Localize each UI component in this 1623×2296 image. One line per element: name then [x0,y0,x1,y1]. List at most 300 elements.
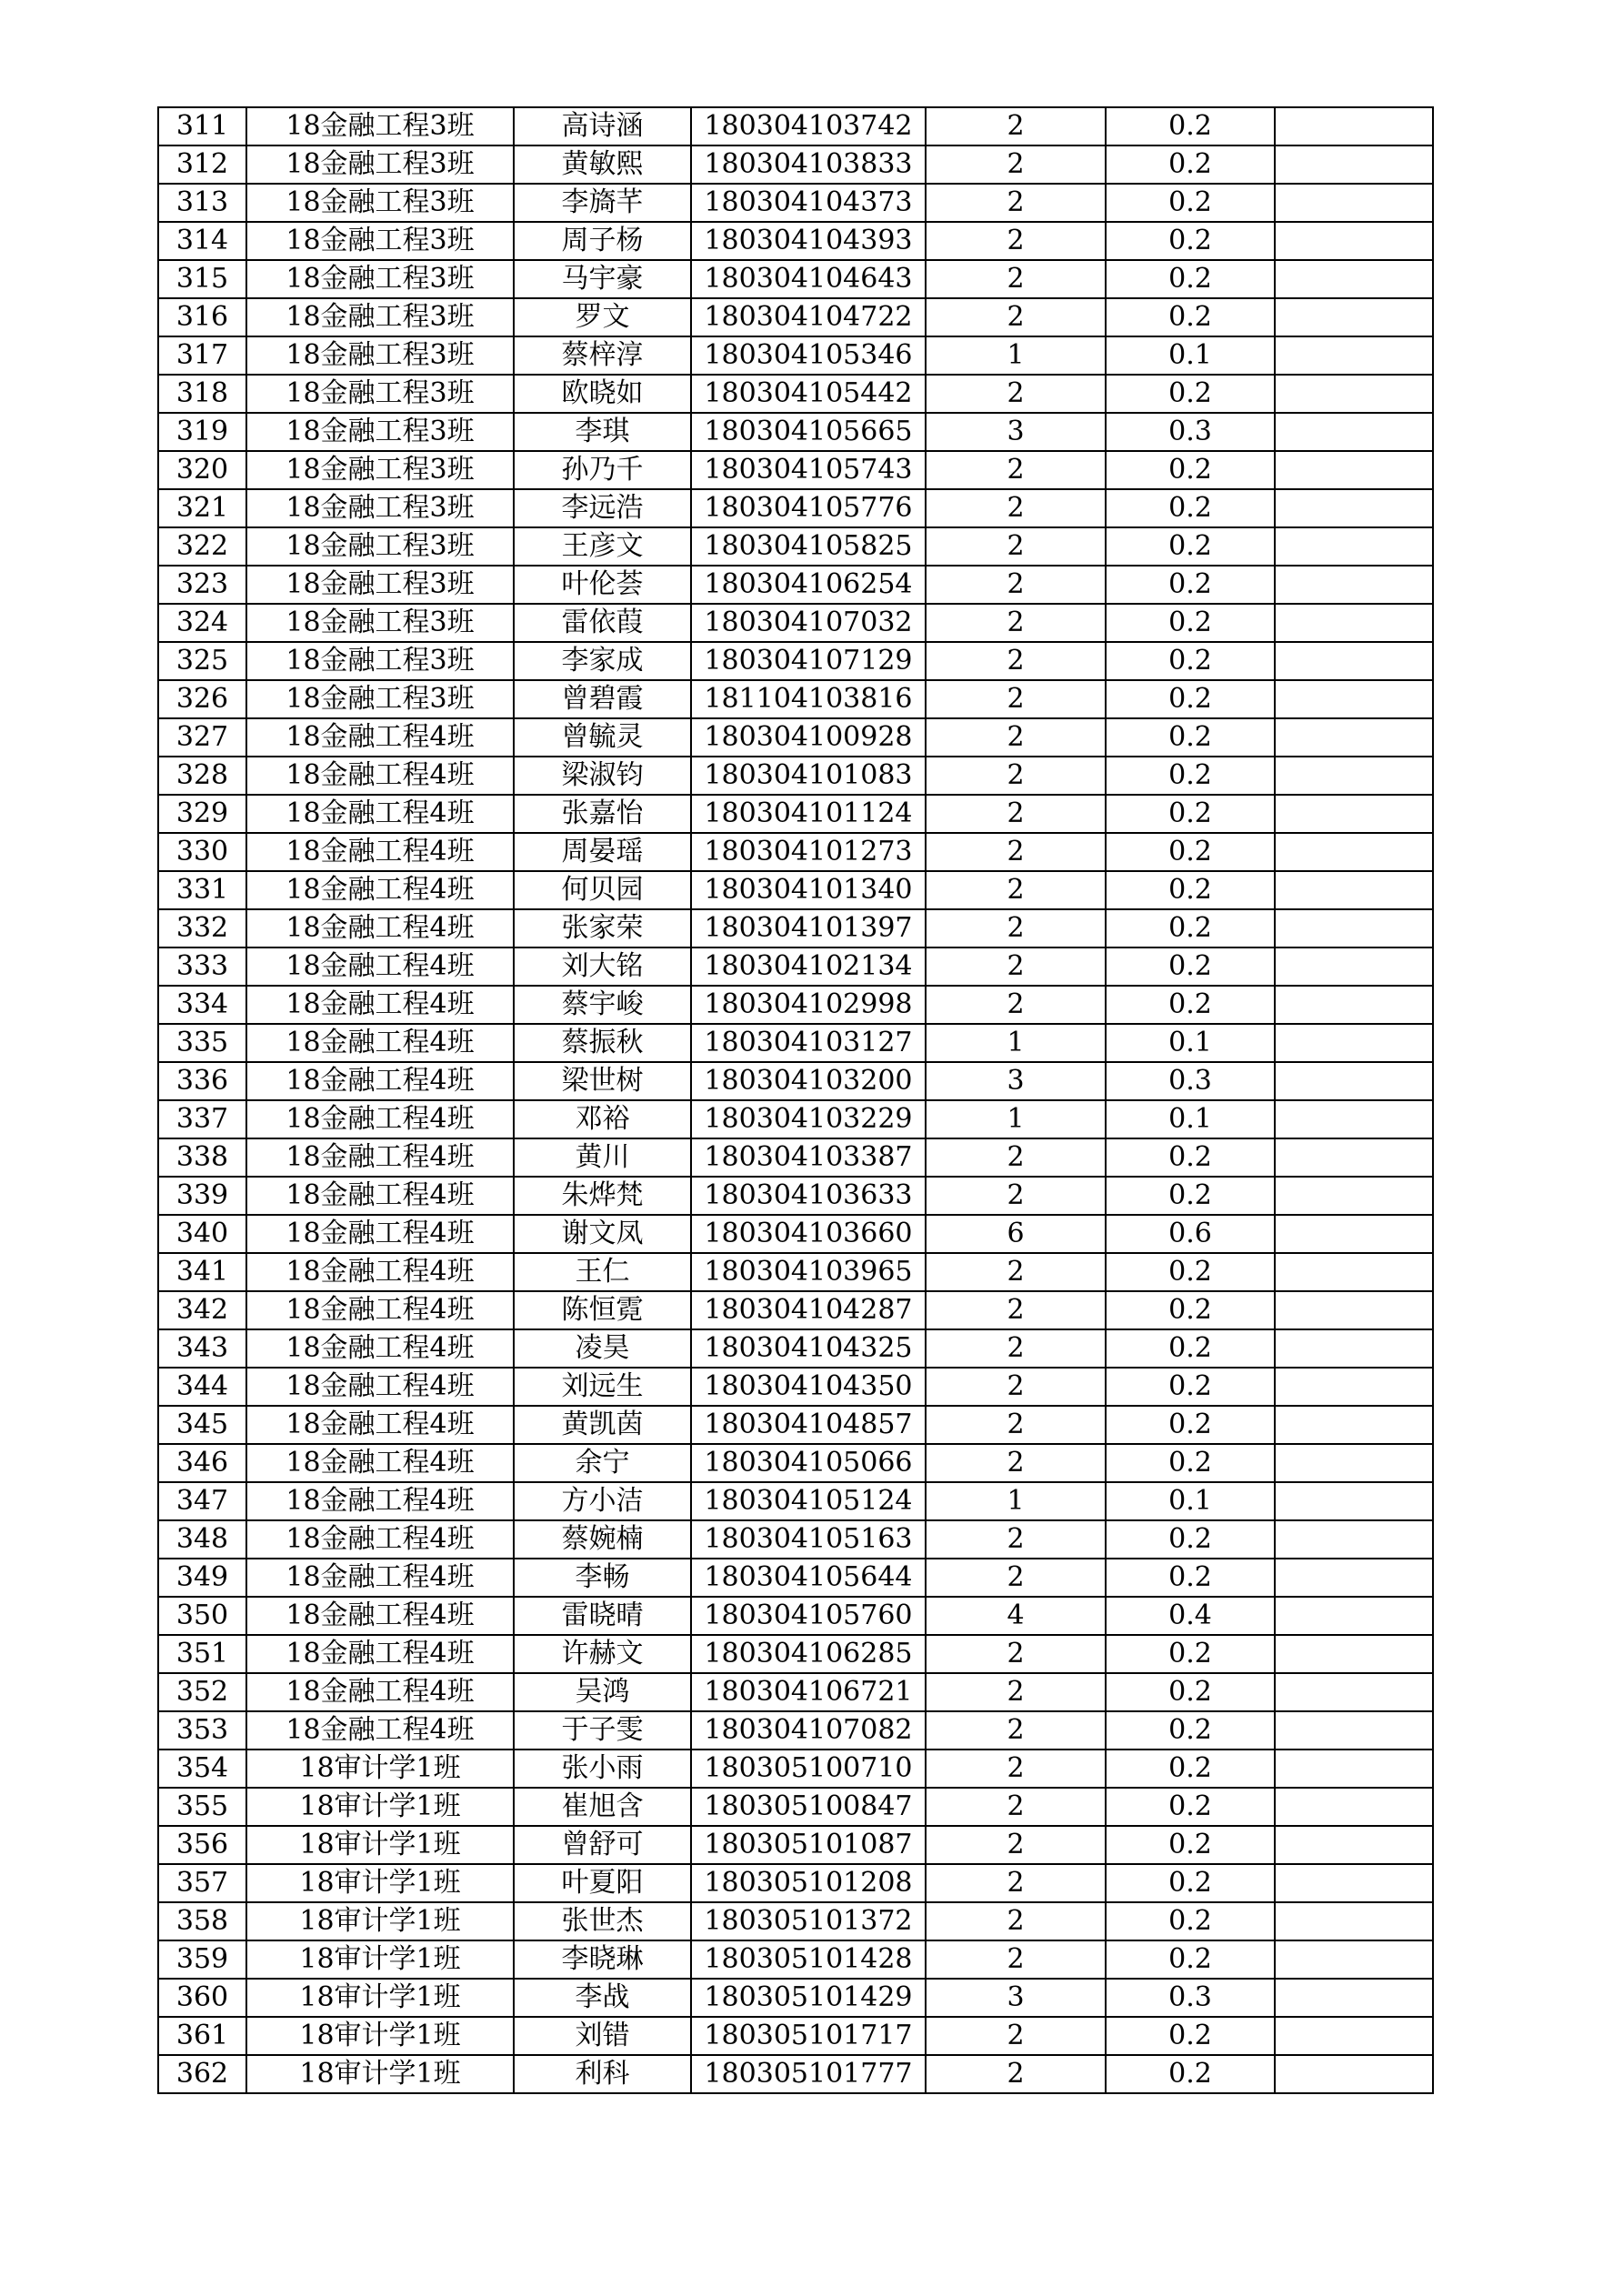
table-row [158,1215,1433,1253]
count-cell: 4 [926,1597,1106,1635]
row-number-cell: 338 [158,1138,246,1177]
name-cell: 叶夏阳 [514,1864,691,1902]
note-cell [1275,1329,1433,1368]
note-cell [1275,107,1433,145]
count-cell: 1 [926,336,1106,375]
class-cell: 18金融工程4班 [246,1635,514,1673]
name-cell: 叶伦荟 [514,566,691,604]
count-cell: 2 [926,718,1106,757]
score-cell: 0.2 [1106,2017,1275,2055]
note-cell [1275,871,1433,909]
count-cell: 2 [926,680,1106,718]
table-row [158,184,1433,222]
score-cell: 0.2 [1106,2055,1275,2093]
name-cell: 蔡婉楠 [514,1520,691,1559]
class-cell: 18金融工程4班 [246,986,514,1024]
row-number-cell: 321 [158,489,246,527]
score-cell: 0.1 [1106,336,1275,375]
note-cell [1275,1444,1433,1482]
note-cell [1275,1482,1433,1520]
score-cell: 0.2 [1106,871,1275,909]
table-row [158,1940,1433,1979]
class-cell: 18金融工程3班 [246,604,514,642]
table-row [158,2055,1433,2093]
table-row [158,680,1433,718]
class-cell: 18金融工程3班 [246,527,514,566]
note-cell [1275,1559,1433,1597]
count-cell: 2 [926,375,1106,413]
note-cell [1275,833,1433,871]
student-id-cell: 180304105346 [691,336,926,375]
score-cell: 0.2 [1106,1788,1275,1826]
score-cell: 0.2 [1106,1406,1275,1444]
table-row [158,1826,1433,1864]
count-cell: 2 [926,2055,1106,2093]
student-id-cell: 180304106721 [691,1673,926,1711]
student-id-cell: 180304105163 [691,1520,926,1559]
table-row [158,1024,1433,1062]
score-cell: 0.3 [1106,1979,1275,2017]
student-id-cell: 180304100928 [691,718,926,757]
count-cell: 2 [926,833,1106,871]
note-cell [1275,909,1433,947]
name-cell: 利科 [514,2055,691,2093]
table-row [158,1902,1433,1940]
row-number-cell: 355 [158,1788,246,1826]
name-cell: 凌昊 [514,1329,691,1368]
table-row [158,222,1433,260]
name-cell: 方小洁 [514,1482,691,1520]
student-id-cell: 181104103816 [691,680,926,718]
class-cell: 18金融工程4班 [246,1062,514,1100]
score-cell: 0.4 [1106,1597,1275,1635]
student-id-cell: 180304106285 [691,1635,926,1673]
name-cell: 黄川 [514,1138,691,1177]
count-cell: 2 [926,1520,1106,1559]
class-cell: 18金融工程4班 [246,1100,514,1138]
student-id-cell: 180304101124 [691,795,926,833]
score-cell: 0.2 [1106,260,1275,298]
note-cell [1275,1177,1433,1215]
count-cell: 2 [926,2017,1106,2055]
note-cell [1275,375,1433,413]
row-number-cell: 359 [158,1940,246,1979]
name-cell: 蔡梓淳 [514,336,691,375]
student-id-cell: 180304103742 [691,107,926,145]
score-cell: 0.2 [1106,833,1275,871]
table-row [158,833,1433,871]
class-cell: 18金融工程3班 [246,566,514,604]
name-cell: 张家荣 [514,909,691,947]
row-number-cell: 331 [158,871,246,909]
table-row [158,1788,1433,1826]
class-cell: 18金融工程4班 [246,1406,514,1444]
row-number-cell: 324 [158,604,246,642]
class-cell: 18审计学1班 [246,2055,514,2093]
class-cell: 18金融工程4班 [246,757,514,795]
table-row [158,566,1433,604]
row-number-cell: 352 [158,1673,246,1711]
note-cell [1275,1979,1433,2017]
row-number-cell: 312 [158,145,246,184]
table-row [158,909,1433,947]
class-cell: 18金融工程4班 [246,909,514,947]
count-cell: 3 [926,1979,1106,2017]
note-cell [1275,642,1433,680]
student-id-cell: 180305100710 [691,1750,926,1788]
table-row [158,1444,1433,1482]
score-cell: 0.2 [1106,1329,1275,1368]
class-cell: 18金融工程3班 [246,680,514,718]
table-row [158,1520,1433,1559]
student-id-cell: 180304104373 [691,184,926,222]
count-cell: 2 [926,757,1106,795]
row-number-cell: 332 [158,909,246,947]
row-number-cell: 318 [158,375,246,413]
table-row [158,2017,1433,2055]
note-cell [1275,1711,1433,1750]
student-id-cell: 180304104722 [691,298,926,336]
row-number-cell: 319 [158,413,246,451]
name-cell: 李远浩 [514,489,691,527]
score-cell: 0.2 [1106,947,1275,986]
row-number-cell: 343 [158,1329,246,1368]
note-cell [1275,1788,1433,1826]
count-cell: 2 [926,1788,1106,1826]
row-number-cell: 314 [158,222,246,260]
name-cell: 张世杰 [514,1902,691,1940]
table-row [158,871,1433,909]
class-cell: 18审计学1班 [246,1750,514,1788]
count-cell: 2 [926,909,1106,947]
name-cell: 高诗涵 [514,107,691,145]
table-row [158,375,1433,413]
note-cell [1275,489,1433,527]
name-cell: 黄凯茵 [514,1406,691,1444]
note-cell [1275,1673,1433,1711]
class-cell: 18金融工程4班 [246,1177,514,1215]
count-cell: 2 [926,260,1106,298]
count-cell: 2 [926,527,1106,566]
note-cell [1275,1750,1433,1788]
class-cell: 18金融工程3班 [246,222,514,260]
class-cell: 18金融工程4班 [246,947,514,986]
note-cell [1275,604,1433,642]
name-cell: 王彦文 [514,527,691,566]
score-cell: 0.1 [1106,1024,1275,1062]
note-cell [1275,1062,1433,1100]
count-cell: 3 [926,413,1106,451]
name-cell: 蔡振秋 [514,1024,691,1062]
note-cell [1275,1902,1433,1940]
count-cell: 2 [926,107,1106,145]
class-cell: 18金融工程4班 [246,1711,514,1750]
count-cell: 1 [926,1024,1106,1062]
table-row [158,986,1433,1024]
name-cell: 欧晓如 [514,375,691,413]
student-id-cell: 180304105743 [691,451,926,489]
student-id-cell: 180304102134 [691,947,926,986]
row-number-cell: 346 [158,1444,246,1482]
note-cell [1275,413,1433,451]
row-number-cell: 317 [158,336,246,375]
name-cell: 周晏瑶 [514,833,691,871]
score-cell: 0.2 [1106,566,1275,604]
student-id-cell: 180304101083 [691,757,926,795]
row-number-cell: 326 [158,680,246,718]
class-cell: 18金融工程4班 [246,1673,514,1711]
name-cell: 李琪 [514,413,691,451]
student-id-cell: 180304107129 [691,642,926,680]
class-cell: 18金融工程3班 [246,375,514,413]
table-row [158,527,1433,566]
row-number-cell: 336 [158,1062,246,1100]
count-cell: 2 [926,1329,1106,1368]
note-cell [1275,1864,1433,1902]
class-cell: 18金融工程3班 [246,260,514,298]
note-cell [1275,566,1433,604]
score-cell: 0.2 [1106,145,1275,184]
student-id-cell: 180304103229 [691,1100,926,1138]
class-cell: 18金融工程4班 [246,1368,514,1406]
note-cell [1275,2017,1433,2055]
student-id-cell: 180304102998 [691,986,926,1024]
row-number-cell: 325 [158,642,246,680]
name-cell: 李畅 [514,1559,691,1597]
table-row [158,1406,1433,1444]
note-cell [1275,1635,1433,1673]
student-id-cell: 180304105776 [691,489,926,527]
class-cell: 18审计学1班 [246,1979,514,2017]
student-id-cell: 180304103633 [691,1177,926,1215]
table-row [158,260,1433,298]
count-cell: 2 [926,642,1106,680]
note-cell [1275,1520,1433,1559]
score-cell: 0.2 [1106,1253,1275,1291]
class-cell: 18金融工程3班 [246,642,514,680]
table-row [158,947,1433,986]
note-cell [1275,2055,1433,2093]
count-cell: 2 [926,1673,1106,1711]
row-number-cell: 341 [158,1253,246,1291]
class-cell: 18金融工程3班 [246,489,514,527]
note-cell [1275,1940,1433,1979]
class-cell: 18金融工程4班 [246,833,514,871]
row-number-cell: 333 [158,947,246,986]
student-id-cell: 180304104350 [691,1368,926,1406]
count-cell: 2 [926,489,1106,527]
count-cell: 2 [926,947,1106,986]
student-id-cell: 180304101273 [691,833,926,871]
score-cell: 0.2 [1106,107,1275,145]
table-row [158,1750,1433,1788]
note-cell [1275,757,1433,795]
row-number-cell: 354 [158,1750,246,1788]
class-cell: 18金融工程4班 [246,1520,514,1559]
table-row [158,1482,1433,1520]
student-id-cell: 180304105665 [691,413,926,451]
class-cell: 18金融工程4班 [246,871,514,909]
count-cell: 2 [926,986,1106,1024]
table-row [158,1062,1433,1100]
name-cell: 刘大铭 [514,947,691,986]
score-cell: 0.2 [1106,1940,1275,1979]
note-cell [1275,795,1433,833]
student-id-cell: 180304101397 [691,909,926,947]
note-cell [1275,298,1433,336]
score-cell: 0.2 [1106,1673,1275,1711]
row-number-cell: 327 [158,718,246,757]
count-cell: 2 [926,1940,1106,1979]
name-cell: 曾毓灵 [514,718,691,757]
name-cell: 罗文 [514,298,691,336]
row-number-cell: 337 [158,1100,246,1138]
student-id-cell: 180304105442 [691,375,926,413]
student-id-cell: 180304104287 [691,1291,926,1329]
note-cell [1275,1597,1433,1635]
row-number-cell: 323 [158,566,246,604]
count-cell: 1 [926,1100,1106,1138]
name-cell: 于子雯 [514,1711,691,1750]
student-id-cell: 180304103965 [691,1253,926,1291]
score-cell: 0.2 [1106,298,1275,336]
row-number-cell: 350 [158,1597,246,1635]
row-number-cell: 311 [158,107,246,145]
count-cell: 2 [926,1559,1106,1597]
name-cell: 吴鸿 [514,1673,691,1711]
score-cell: 0.2 [1106,527,1275,566]
table-row [158,1979,1433,2017]
class-cell: 18金融工程4班 [246,1559,514,1597]
student-id-cell: 180304107032 [691,604,926,642]
name-cell: 余宁 [514,1444,691,1482]
class-cell: 18金融工程3班 [246,184,514,222]
table-row [158,298,1433,336]
table-row [158,757,1433,795]
table-row [158,1177,1433,1215]
row-number-cell: 356 [158,1826,246,1864]
row-number-cell: 339 [158,1177,246,1215]
table-row [158,642,1433,680]
count-cell: 2 [926,451,1106,489]
table-row [158,1253,1433,1291]
row-number-cell: 328 [158,757,246,795]
table-row [158,1329,1433,1368]
row-number-cell: 340 [158,1215,246,1253]
name-cell: 王仁 [514,1253,691,1291]
student-id-cell: 180305101428 [691,1940,926,1979]
score-cell: 0.2 [1106,1635,1275,1673]
count-cell: 2 [926,1635,1106,1673]
count-cell: 2 [926,795,1106,833]
row-number-cell: 316 [158,298,246,336]
row-number-cell: 353 [158,1711,246,1750]
name-cell: 孙乃千 [514,451,691,489]
count-cell: 2 [926,298,1106,336]
student-id-cell: 180304105124 [691,1482,926,1520]
student-id-cell: 180304103200 [691,1062,926,1100]
class-cell: 18金融工程3班 [246,145,514,184]
student-id-cell: 180304104325 [691,1329,926,1368]
name-cell: 曾碧霞 [514,680,691,718]
table-row [158,1711,1433,1750]
row-number-cell: 322 [158,527,246,566]
student-id-cell: 180305101208 [691,1864,926,1902]
count-cell: 2 [926,1177,1106,1215]
table-row [158,1368,1433,1406]
score-cell: 0.2 [1106,909,1275,947]
row-number-cell: 349 [158,1559,246,1597]
count-cell: 2 [926,1864,1106,1902]
score-cell: 0.2 [1106,757,1275,795]
table-body [158,107,1433,2093]
class-cell: 18审计学1班 [246,2017,514,2055]
note-cell [1275,1368,1433,1406]
score-cell: 0.6 [1106,1215,1275,1253]
row-number-cell: 315 [158,260,246,298]
class-cell: 18审计学1班 [246,1788,514,1826]
row-number-cell: 351 [158,1635,246,1673]
name-cell: 刘错 [514,2017,691,2055]
class-cell: 18审计学1班 [246,1826,514,1864]
note-cell [1275,145,1433,184]
class-cell: 18金融工程3班 [246,451,514,489]
class-cell: 18审计学1班 [246,1902,514,1940]
score-cell: 0.1 [1106,1482,1275,1520]
name-cell: 周子杨 [514,222,691,260]
student-id-cell: 180304103387 [691,1138,926,1177]
table-row [158,795,1433,833]
table-row [158,145,1433,184]
student-id-cell: 180304103127 [691,1024,926,1062]
count-cell: 2 [926,1826,1106,1864]
note-cell [1275,1024,1433,1062]
row-number-cell: 345 [158,1406,246,1444]
row-number-cell: 362 [158,2055,246,2093]
class-cell: 18金融工程4班 [246,1253,514,1291]
row-number-cell: 344 [158,1368,246,1406]
note-cell [1275,680,1433,718]
class-cell: 18审计学1班 [246,1864,514,1902]
score-cell: 0.3 [1106,413,1275,451]
note-cell [1275,1406,1433,1444]
student-id-cell: 180304105066 [691,1444,926,1482]
count-cell: 2 [926,871,1106,909]
name-cell: 黄敏熙 [514,145,691,184]
name-cell: 李旖芊 [514,184,691,222]
table-row [158,1100,1433,1138]
note-cell [1275,718,1433,757]
count-cell: 2 [926,1138,1106,1177]
table-row [158,413,1433,451]
class-cell: 18金融工程4班 [246,1444,514,1482]
table-row [158,604,1433,642]
score-cell: 0.2 [1106,375,1275,413]
note-cell [1275,184,1433,222]
row-number-cell: 335 [158,1024,246,1062]
student-id-cell: 180304104393 [691,222,926,260]
score-cell: 0.2 [1106,680,1275,718]
name-cell: 张小雨 [514,1750,691,1788]
class-cell: 18金融工程4班 [246,795,514,833]
name-cell: 许赫文 [514,1635,691,1673]
name-cell: 刘远生 [514,1368,691,1406]
class-cell: 18金融工程4班 [246,718,514,757]
score-cell: 0.2 [1106,1750,1275,1788]
score-cell: 0.2 [1106,986,1275,1024]
student-id-cell: 180304105760 [691,1597,926,1635]
table-row [158,1291,1433,1329]
